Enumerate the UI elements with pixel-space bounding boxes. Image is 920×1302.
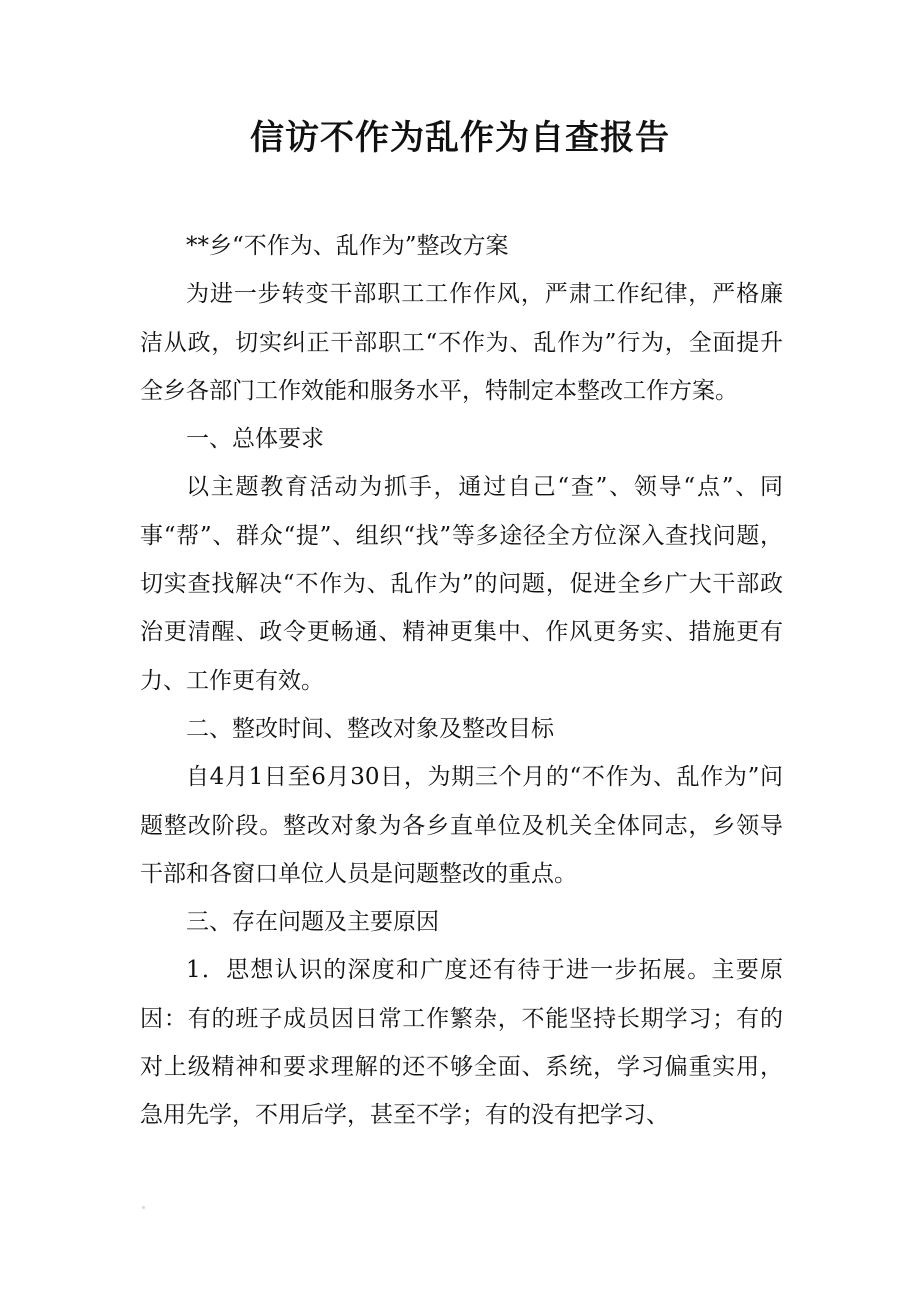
paragraph-intro: 为进一步转变干部职工工作作风，严肃工作纪律，严格廉洁从政，切实纠正干部职工“不作为、乱作为”行为，全面提升全乡各部门工作效能和服务水平，特制定本整改工作方案。 bbox=[140, 281, 783, 404]
paragraph-heading-plan: **乡“不作为、乱作为”整改方案 bbox=[186, 233, 509, 259]
section-heading-rectification-time: 二、整改时间、整改对象及整改目标 bbox=[186, 715, 554, 742]
page-speck bbox=[142, 1206, 145, 1209]
section-heading-general-requirements: 一、总体要求 bbox=[186, 426, 324, 453]
paragraph-rectification-time: 自4月1日至6月30日，为期三个月的“不作为、乱作为”问题整改阶段。整改对象为各乡直单位及机关全体同志，乡领导干部和各窗口单位人员是问题整改的重点。 bbox=[140, 764, 783, 887]
document-title: 信访不作为乱作为自查报告 bbox=[250, 118, 670, 158]
document-body bbox=[140, 222, 783, 1140]
paragraph-problem-1: 1．思想认识的深度和广度还有待于进一步拓展。主要原因：有的班子成员因日常工作繁杂，不能坚持长期学习；有的对上级精神和要求理解的还不够全面、系统，学习偏重实用，急用先学，不用后学，甚至不学；有的没有把学习、 bbox=[140, 957, 783, 1129]
paragraph-general-requirements: 以主题教育活动为抓手，通过自己“查”、领导“点”、同事“帮”、群众“提”、组织“找”等多途径全方位深入查找问题，切实查找解决“不作为、乱作为”的问题，促进全乡广大干部政治更清醒、政令更畅通、精神更集中、作风更务实、措施更有力、工作更有效。 bbox=[140, 474, 783, 694]
section-heading-problems-causes: 三、存在问题及主要原因 bbox=[186, 909, 439, 936]
